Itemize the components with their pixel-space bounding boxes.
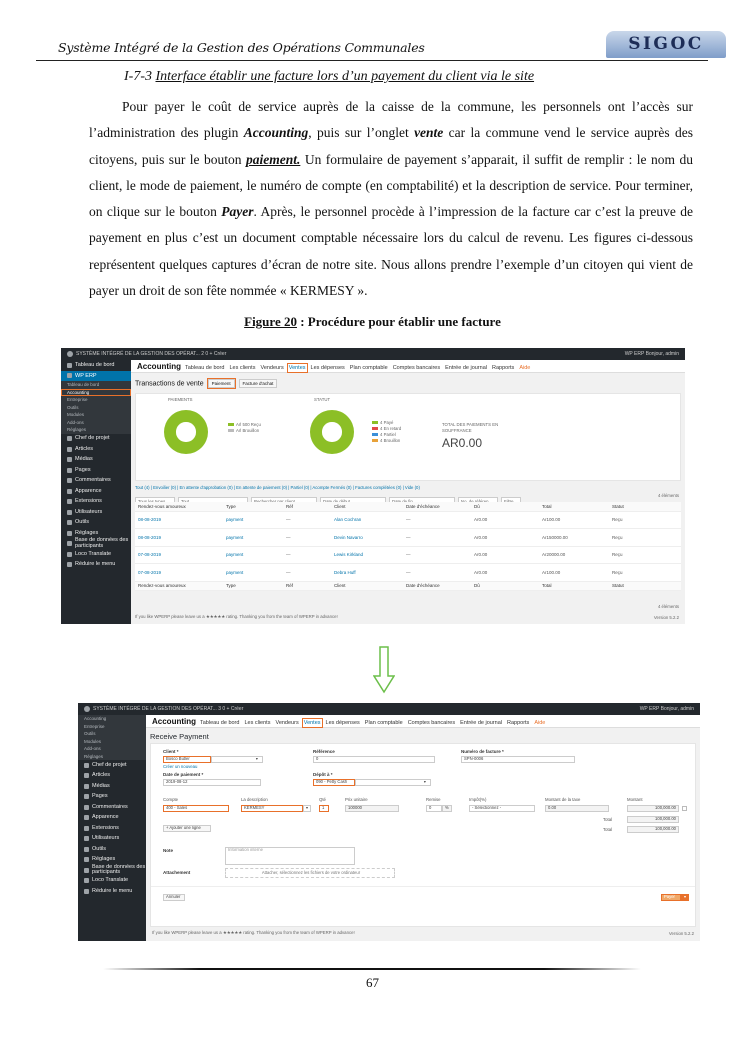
column-header: Total [539, 502, 609, 511]
translate-icon [84, 878, 89, 883]
reference-label: Référence [313, 749, 335, 754]
pay-button[interactable]: Payer [661, 894, 681, 901]
item-count-bottom: 4 éléments [657, 604, 679, 609]
sidebar-item-label: Base de données des participants [92, 863, 146, 876]
plugin-icon [67, 499, 72, 504]
sidebar-item-label: Apparence [75, 487, 102, 494]
screenshot-sales-transactions [61, 348, 685, 624]
table-cell: Reçu [609, 511, 681, 529]
menu-item-comptes-bancaires[interactable]: Comptes bancaires [407, 720, 456, 726]
chart-payments-title: PAIEMENTS [168, 397, 193, 402]
menu-item-rapports[interactable]: Rapports [491, 365, 515, 371]
transactions-table [135, 502, 681, 591]
sidebar-item-commentaires[interactable] [61, 476, 131, 487]
admin-bar-user-2[interactable]: WP ERP Bonjour, admin [639, 706, 694, 712]
sidebar-item-outils[interactable] [78, 844, 146, 855]
settings-icon [67, 531, 72, 536]
wordpress-icon[interactable] [67, 351, 73, 357]
table-cell[interactable]: Lewis Kirkland [331, 546, 403, 564]
sidebar-item-label: Tableau de bord [75, 362, 115, 369]
media-icon [84, 784, 89, 789]
table-cell: payment [223, 564, 283, 582]
table-cell: Ar100.00 [539, 564, 609, 582]
paragraph-segment: Pour payer le coût de service auprès de la caisse de la commune, les personnels ont l’accès sur l’administration des plugin [89, 99, 693, 141]
client-select-arrow[interactable] [211, 756, 263, 763]
sidebar-item-label: Outils [92, 845, 107, 852]
sidebar-subitem-tableau-de-bord[interactable]: Tableau de bord [61, 381, 131, 389]
menu-item-tableau-de-bord[interactable]: Tableau de bord [200, 720, 240, 726]
project-icon [84, 763, 89, 768]
column-header: Total [539, 581, 609, 590]
deposit-label: Dépôt à * [313, 772, 333, 777]
column-header: Client [331, 581, 403, 590]
note-label: Note [163, 848, 173, 853]
table-cell[interactable]: Alan Cochran [331, 511, 403, 529]
table-cell: — [283, 529, 331, 547]
footer-version-2: Version 5.2.2 [668, 931, 694, 936]
figure-number: Figure 20 [244, 314, 297, 329]
summary-panel [135, 393, 681, 481]
paragraph-segment: , puis sur l’onglet [308, 125, 415, 141]
sidebar-item-label: Médias [75, 456, 93, 462]
admin-sidebar-2 [78, 715, 146, 941]
total-label-1: Total [603, 817, 613, 822]
sidebar-item-label: Extensions [92, 824, 119, 831]
table-cell: Ar20000.00 [539, 546, 609, 564]
sidebar-item-label: Utilisateurs [92, 835, 120, 841]
payment-form [150, 743, 696, 927]
description-arrow[interactable] [303, 805, 311, 812]
sidebar-subitem-outils[interactable]: Outils [61, 404, 131, 412]
sidebar-item-reduire-le-menu[interactable] [61, 560, 131, 571]
sidebar-item-label: Extensions [75, 498, 102, 504]
admin-bar-site[interactable]: SYSTÈME INTÉGRÉ DE LA GESTION DES OPÉRAT... 2 0 + Créer [76, 351, 227, 357]
admin-bar-2 [78, 703, 700, 715]
column-header-remise: Remise [426, 797, 441, 802]
note-textarea[interactable]: Information interne [225, 847, 355, 865]
subtotal-output: 100,000.00 [627, 816, 679, 823]
sidebar-subitem-modules[interactable]: Modules [61, 411, 131, 419]
media-icon [67, 457, 72, 462]
column-header-impot: Impôt(%) [469, 797, 487, 802]
table-row[interactable] [135, 511, 681, 529]
menu-item-les-clients[interactable]: Les clients [229, 365, 256, 371]
page-icon [84, 794, 89, 799]
sidebar-item-label: Articles [92, 772, 111, 778]
settings-icon [84, 857, 89, 862]
form-divider [151, 886, 695, 887]
footer-version: Version 5.2.2 [653, 615, 679, 620]
down-arrow-icon [373, 646, 395, 699]
sidebar-item-reduire-le-menu[interactable] [78, 886, 146, 897]
sidebar-item-label: Utilisateurs [75, 508, 103, 515]
attachment-dropzone[interactable]: Attacher, sélectionnez les fichiers de votre ordinateur [225, 868, 395, 878]
table-cell: — [403, 564, 471, 582]
brush-icon [84, 815, 89, 820]
payments-donut [164, 410, 208, 454]
table-cell[interactable]: Devin Navarro [331, 529, 403, 547]
sidebar-item-label: Loco Translate [75, 550, 112, 557]
menu-app-title: Accounting [137, 362, 181, 371]
sidebar-item-wp-erp[interactable] [61, 371, 131, 382]
sidebar-item-articles[interactable] [61, 444, 131, 455]
paragraph-segment: vente [414, 125, 444, 141]
add-line-button[interactable]: + Ajouter une ligne [163, 825, 211, 832]
table-cell: Ar0.00 [471, 511, 539, 529]
database-icon [67, 541, 72, 546]
sidebar-subitem-entreprise[interactable]: Entreprise [78, 723, 146, 731]
tool-icon [67, 520, 72, 525]
sidebar-item-outils[interactable] [61, 518, 131, 529]
menu-item-plan-comptable[interactable]: Plan comptable [349, 365, 388, 371]
discount-unit: % [442, 805, 452, 812]
table-row[interactable] [135, 529, 681, 547]
sigoc-logo: SIGOC [606, 31, 726, 58]
paragraph-segment: Un formulaire de payement s’apparait, il suffit de remplir : le nom du client, le mode de paiement, le numéro de compte (en comptabilité) et la description de service. Pour terminer, on clique sur le bouton [89, 151, 693, 220]
paragraph-segment: Accounting [243, 125, 309, 141]
menu-item-comptes-bancaires[interactable]: Comptes bancaires [392, 365, 441, 371]
create-client-link[interactable]: Créer un nouveau [163, 764, 198, 769]
body-paragraph [89, 94, 693, 304]
sidebar-subitem-accounting[interactable]: Accounting [61, 389, 131, 397]
tool-icon [84, 847, 89, 852]
menu-item-ventes[interactable]: Ventes [303, 720, 321, 726]
comment-icon [84, 805, 89, 810]
footer-note-2: If you like WPERP please leave us a ★★★★★ rating. Thanking you from the team of WPERP in advance! [152, 930, 355, 935]
sidebar-item-tableau-de-bord[interactable] [61, 360, 131, 371]
sidebar-subitem-add-ons[interactable]: Add-ons [61, 419, 131, 427]
item-count: 4 éléments [657, 493, 679, 498]
qty-input[interactable]: 1 [319, 805, 329, 812]
admin-bar-user[interactable]: WP ERP Bonjour, admin [624, 351, 679, 357]
account-select[interactable]: 400 - Sales [163, 805, 229, 812]
sidebar-item-label: Base de données des participants [75, 537, 129, 549]
header-rule [36, 60, 708, 61]
table-row[interactable] [135, 546, 681, 564]
client-label: Client * [163, 749, 179, 754]
sidebar-item-base-de-donnees-des-participants[interactable] [78, 865, 146, 876]
sidebar-item-label: Articles [75, 445, 94, 452]
table-cell: — [403, 511, 471, 529]
column-header: Client [331, 502, 403, 511]
collapse-icon [67, 562, 72, 567]
sidebar-subitem-entreprise[interactable]: Entreprise [61, 396, 131, 404]
total-label-2: Total [603, 827, 613, 832]
figure-caption [0, 314, 745, 330]
amount-input: 100,000.00 [627, 805, 679, 812]
column-header-compte: Compte [163, 797, 179, 802]
deposit-select[interactable]: 090 - Petty Cash [313, 779, 355, 786]
footer-rule [103, 968, 641, 970]
sidebar-item-medias[interactable] [61, 455, 131, 466]
page-number: 67 [366, 975, 379, 990]
table-cell: payment [223, 529, 283, 547]
total-output: 100,000.00 [627, 826, 679, 833]
menu-item-plan-comptable[interactable]: Plan comptable [364, 720, 403, 726]
screenshot-receive-payment [78, 703, 700, 941]
table-cell: Reçu [609, 564, 681, 582]
menu-app-title: Accounting [152, 717, 196, 726]
invoice-number-label: Numéro de facture * [461, 749, 504, 754]
running-header-title: Système Intégré de la Gestion des Opérations Communales [58, 40, 425, 55]
table-cell: — [403, 529, 471, 547]
main-content [131, 360, 685, 624]
figure-caption-text: : Procédure pour établir une facture [296, 314, 501, 329]
column-header: Dû [471, 502, 539, 511]
user-icon [67, 510, 72, 515]
menu-item-aide[interactable]: Aide [519, 365, 531, 371]
section-title [124, 69, 534, 85]
tax-select[interactable]: - Sélectionnez - [469, 805, 535, 812]
project-icon [67, 436, 72, 441]
erp-icon [67, 373, 72, 378]
pin-icon [84, 773, 89, 778]
column-header: Statut [609, 581, 681, 590]
table-header-row [135, 581, 681, 590]
admin-bar-site-2[interactable]: SYSTÈME INTÉGRÉ DE LA GESTION DES OPÉRAT... 3 0 + Créer [93, 706, 244, 712]
column-header-montant-de-la-taxe: Montant de la taxe [545, 797, 581, 802]
dashboard-icon [67, 363, 72, 368]
column-header: Date d'échéance [403, 502, 471, 511]
sidebar-item-label: Commentaires [92, 803, 128, 810]
menu-item-les-clients[interactable]: Les clients [244, 720, 271, 726]
column-header: Type [223, 502, 283, 511]
sidebar-item-label: WP ERP [75, 372, 97, 379]
deposit-select-arrow[interactable] [355, 779, 431, 786]
sidebar-item-label: Médias [92, 782, 110, 789]
sidebar-item-extensions[interactable] [61, 497, 131, 508]
attachment-label: Attachement [163, 870, 191, 875]
purchase-invoice-button[interactable]: Facture d'achat [239, 379, 278, 388]
collapse-icon [84, 889, 89, 894]
sidebar-item-label: Pages [92, 793, 108, 799]
menu-item-entree-de-journal[interactable]: Entrée de journal [460, 720, 502, 726]
sidebar-item-medias[interactable] [78, 781, 146, 792]
footer-note: If you like WPERP please leave us a ★★★★★ rating. Thanking you from the team of WPERP in advance! [135, 614, 338, 619]
sidebar-item-label: Réduire le menu [75, 561, 116, 567]
paragraph-segment: . Après, le personnel procède à l’impression de la facture car c’est la preuve de payement en plus c’est un document comptable nécessaire lors du calcul de revenu. Les figures ci-dessous représentent quelques captures d’écran de notre site. Nous allons prendre l’exemple d’un citoyen qui vient de payer un droit de son fête nommée « KERMESY ». [89, 204, 693, 299]
table-cell[interactable]: 07-08-2019 [135, 564, 223, 582]
sidebar-item-apparence[interactable] [61, 486, 131, 497]
payment-button[interactable]: Paiement [208, 379, 235, 388]
status-filters[interactable]: Tout (4) | Envoilier (0) | En attente d'approbation (0) | En attente de paiement (0) | Partiel (0) | Acompte Fermés (0) | Factures complétées (0) | Vide (0) [135, 485, 420, 490]
table-cell: Ar0.00 [471, 529, 539, 547]
column-header-qte: Qté [319, 797, 326, 802]
table-cell: Ar150000.00 [539, 529, 609, 547]
sidebar-subitem-outils[interactable]: Outils [78, 730, 146, 738]
page-title-2: Receive Payment [150, 732, 209, 741]
payment-date-label: Date de paiement * [163, 772, 204, 777]
status-legend: 4 Payé 4 En retard 4 Partiel 4 Brouillon [372, 420, 401, 444]
menu-item-aide[interactable]: Aide [534, 720, 546, 726]
sidebar-subitem-reglages[interactable]: Réglages [78, 753, 146, 761]
sidebar-item-label: Loco Translate [92, 877, 129, 883]
column-header: Réf [283, 502, 331, 511]
menu-item-entree-de-journal[interactable]: Entrée de journal [445, 365, 487, 371]
sidebar-subitem-add-ons[interactable]: Add-ons [78, 745, 146, 753]
table-cell[interactable]: 07-08-2019 [135, 546, 223, 564]
remove-line-checkbox[interactable] [682, 806, 687, 811]
sidebar-item-base-de-donnees-des-participants[interactable] [61, 539, 131, 550]
sidebar-subitem-modules[interactable]: Modules [78, 738, 146, 746]
sidebar-item-utilisateurs[interactable] [61, 507, 131, 518]
database-icon [84, 868, 89, 873]
chevron-down-icon: ▾ [684, 894, 687, 899]
sidebar-item-label: Réglages [75, 529, 99, 536]
menu-item-vendeurs[interactable]: Vendeurs [260, 365, 284, 371]
sidebar-item-utilisateurs[interactable] [78, 834, 146, 845]
sidebar-item-pages[interactable] [78, 792, 146, 803]
table-cell: Reçu [609, 529, 681, 547]
table-cell[interactable]: Debra Huff [331, 564, 403, 582]
paragraph-text [89, 94, 693, 304]
sidebar-subitem-reglages[interactable]: Réglages [61, 426, 131, 434]
main-content-2 [146, 715, 700, 941]
page-icon [67, 468, 72, 473]
description-input[interactable]: KERMESY [241, 805, 303, 812]
unit-price-input[interactable]: 100000 [345, 805, 399, 812]
column-header: Type [223, 581, 283, 590]
table-cell[interactable]: 08-08-2019 [135, 511, 223, 529]
chart-status-title: STATUT [314, 397, 331, 402]
admin-sidebar [61, 360, 131, 624]
sidebar-item-label: Réduire le menu [92, 887, 133, 894]
sidebar-item-apparence[interactable] [78, 813, 146, 824]
column-header-la-description: La description [241, 797, 268, 802]
section-number: I-7-3 [124, 69, 152, 84]
menu-item-les-depenses[interactable]: Les dépenses [325, 720, 360, 726]
plugin-icon [84, 826, 89, 831]
chevron-down-icon: ▾ [306, 805, 309, 810]
sidebar-item-label: Apparence [92, 814, 119, 820]
summary-value: AR0.00 [442, 436, 483, 450]
column-header[interactable]: Rendez-vous amoureux [135, 581, 223, 590]
brush-icon [67, 489, 72, 494]
table-cell: payment [223, 511, 283, 529]
table-cell: Reçu [609, 546, 681, 564]
accounting-menu-2 [146, 715, 700, 728]
client-select[interactable]: Bosco Butler [163, 756, 211, 763]
sidebar-item-label: Chef de projet [75, 435, 110, 441]
pay-dropdown[interactable] [681, 894, 689, 901]
table-cell: Ar0.00 [471, 546, 539, 564]
menu-item-vendeurs[interactable]: Vendeurs [275, 720, 299, 726]
sidebar-item-label: Pages [75, 466, 91, 473]
wordpress-icon-2[interactable] [84, 706, 90, 712]
table-cell: Ar100.00 [539, 511, 609, 529]
discount-input[interactable]: 0 [426, 805, 442, 812]
sidebar-item-articles[interactable] [78, 771, 146, 782]
chevron-down-icon: ▾ [255, 756, 258, 761]
accounting-menu [131, 360, 685, 373]
menu-item-ventes[interactable]: Ventes [288, 365, 306, 371]
menu-item-les-depenses[interactable]: Les dépenses [310, 365, 345, 371]
payments-legend: Arl 500 Reçu Arl Brouillon [228, 422, 261, 434]
column-header: Statut [609, 502, 681, 511]
pin-icon [67, 447, 72, 452]
sidebar-item-chef-de-projet[interactable] [78, 760, 146, 771]
column-header-montant: Montant [627, 797, 643, 802]
table-cell: — [283, 546, 331, 564]
page-title: Transactions de vente Paiement Facture d'achat [135, 379, 277, 388]
sidebar-item-label: Chef de projet [92, 761, 127, 768]
table-cell: — [283, 564, 331, 582]
table-row[interactable] [135, 564, 681, 582]
table-header-row [135, 502, 681, 511]
cancel-button[interactable]: Annuler [163, 894, 185, 901]
column-header-prix-unitaire: Prix unitaire [345, 797, 368, 802]
admin-bar [61, 348, 685, 360]
summary-label: TOTAL DES PAIEMENTS EN SOUFFRANCE [442, 422, 499, 433]
table-cell: — [283, 511, 331, 529]
paragraph-segment: car la commune vend le service auprès des citoyens, puis sur le bouton [89, 125, 693, 167]
column-header: Dû [471, 581, 539, 590]
section-title-text: Interface établir une facture lors d’un payement du client via le site [155, 69, 535, 84]
sidebar-item-extensions[interactable] [78, 823, 146, 834]
column-header[interactable]: Rendez-vous amoureux [135, 502, 223, 511]
paragraph-segment: paiement. [245, 151, 301, 167]
sidebar-item-commentaires[interactable] [78, 802, 146, 813]
table-cell: Ar0.00 [471, 564, 539, 582]
comment-icon [67, 478, 72, 483]
sidebar-item-label: Réglages [92, 856, 116, 862]
paragraph-segment: Payer [221, 204, 254, 220]
sidebar-item-loco-translate[interactable] [78, 876, 146, 887]
table-cell: payment [223, 546, 283, 564]
translate-icon [67, 552, 72, 557]
sidebar-item-chef-de-projet[interactable] [61, 434, 131, 445]
chevron-down-icon: ▾ [423, 779, 426, 784]
sidebar-item-label: Outils [75, 519, 90, 525]
sidebar-item-pages[interactable] [61, 465, 131, 476]
user-icon [84, 836, 89, 841]
sidebar-item-loco-translate[interactable] [61, 549, 131, 560]
invoice-number-input[interactable]: SPN-0006 [461, 756, 575, 763]
payment-date-input[interactable]: 2019-08-12 [163, 779, 261, 786]
status-donut [310, 410, 354, 454]
tax-amount-input: 0.00 [545, 805, 609, 812]
sidebar-item-label: Commentaires [75, 477, 111, 483]
column-header: Date d'échéance [403, 581, 471, 590]
table-cell[interactable]: 08-08-2019 [135, 529, 223, 547]
table-cell: — [403, 546, 471, 564]
reference-input[interactable]: 0 [313, 756, 435, 763]
sidebar-subitem-accounting[interactable]: Accounting [78, 715, 146, 723]
menu-item-rapports[interactable]: Rapports [506, 720, 530, 726]
menu-item-tableau-de-bord[interactable]: Tableau de bord [185, 365, 225, 371]
column-header: Réf [283, 581, 331, 590]
filter-bar [135, 492, 524, 500]
